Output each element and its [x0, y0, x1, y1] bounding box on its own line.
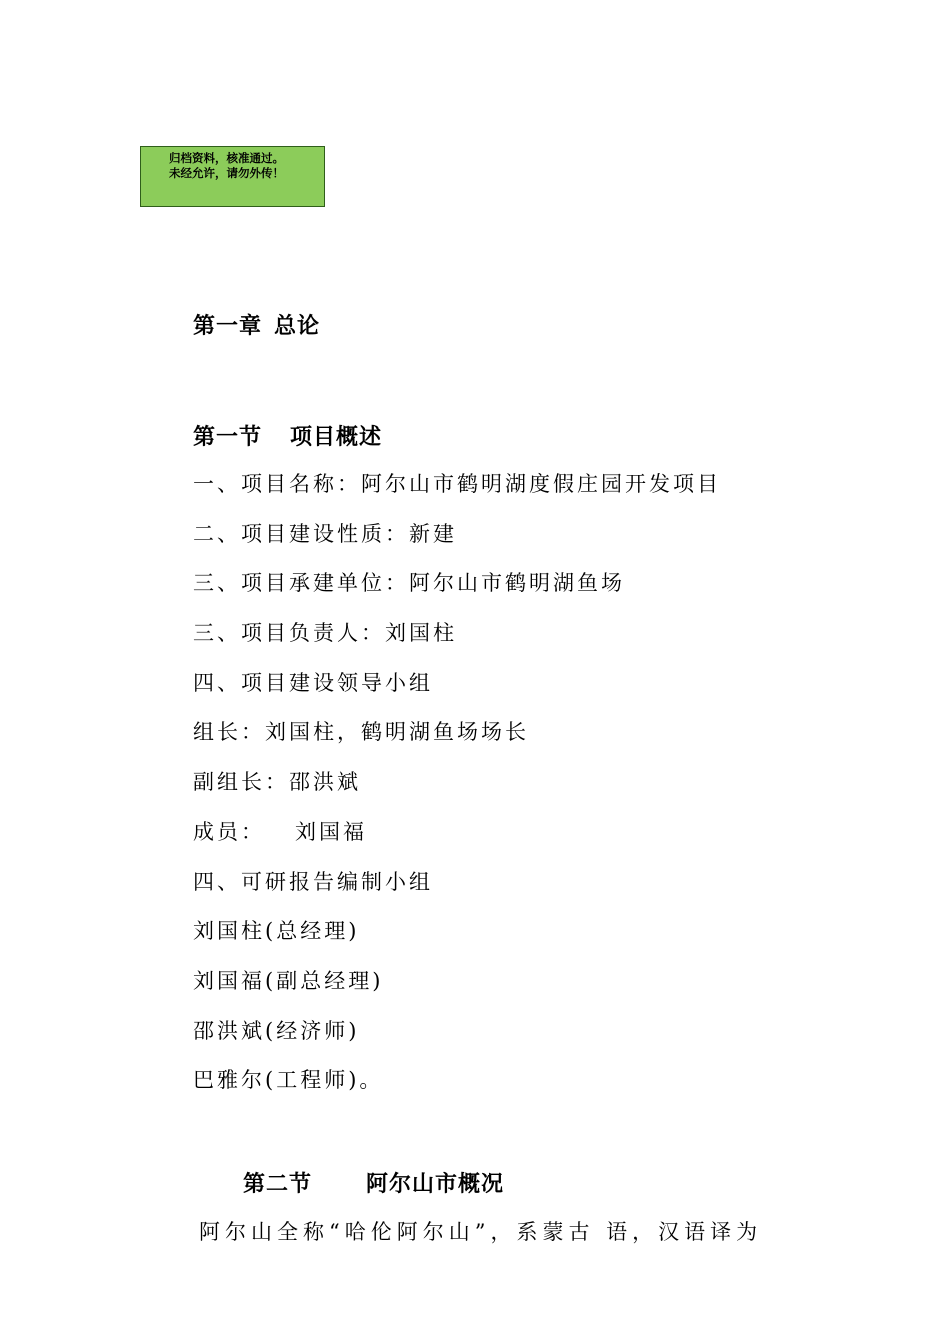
- list-item: [193, 764, 721, 814]
- item-person-in-charge: 三、项目负责人：刘国柱: [193, 621, 457, 646]
- chapter-number: 第一章: [193, 313, 263, 339]
- item-report-member-4: 巴雅尔(工程师)。: [193, 1068, 384, 1093]
- section-heading-2: [243, 1167, 504, 1198]
- item-report-group: 四、可研报告编制小组: [193, 869, 433, 894]
- list-item: [193, 615, 721, 665]
- list-item: [193, 665, 721, 715]
- stamp-line-2: 未经允许，请勿外传！: [169, 166, 284, 180]
- item-report-member-1: 刘国柱(总经理): [193, 919, 360, 944]
- list-item: [193, 913, 721, 963]
- item-member-name: 刘国福: [295, 819, 367, 844]
- list-item: [193, 565, 721, 615]
- chapter-title: 总论: [274, 313, 321, 339]
- list-item: [193, 864, 721, 914]
- list-item: [193, 1062, 721, 1112]
- section-2-title: 阿尔山市概况: [366, 1171, 505, 1197]
- list-item: [193, 714, 721, 764]
- section-heading-1: [193, 420, 382, 451]
- item-members-label: 成员：: [193, 819, 265, 844]
- section-2-number: 第二节: [243, 1171, 313, 1197]
- item-leadership-group: 四、项目建设领导小组: [193, 670, 433, 695]
- archive-stamp: [140, 146, 325, 207]
- item-project-nature: 二、项目建设性质：新建: [193, 521, 457, 546]
- section-1-number: 第一节: [193, 424, 263, 450]
- item-deputy-leader: 副组长：邵洪斌: [193, 770, 361, 795]
- body-paragraph: 阿尔山全称“哈伦阿尔山”，系蒙古 语，汉语译为: [199, 1220, 763, 1244]
- project-overview-list: [193, 466, 721, 1112]
- list-item: [193, 814, 721, 864]
- section-1-title: 项目概述: [290, 424, 383, 450]
- item-group-leader: 组长：刘国柱，鹤明湖鱼场场长: [193, 720, 529, 745]
- list-item: [193, 466, 721, 516]
- item-project-name: 一、项目名称：阿尔山市鹤明湖度假庄园开发项目: [193, 472, 721, 496]
- item-report-member-3: 邵洪斌(经济师): [193, 1018, 360, 1043]
- list-item: [193, 1013, 721, 1063]
- list-item: [193, 516, 721, 566]
- list-item: [193, 963, 721, 1013]
- item-contractor: 三、项目承建单位：阿尔山市鹤明湖鱼场: [193, 571, 625, 596]
- chapter-heading: [193, 309, 320, 340]
- stamp-line-1: 归档资料，核准通过。: [169, 151, 284, 165]
- item-report-member-2: 刘国福(副总经理): [193, 968, 384, 993]
